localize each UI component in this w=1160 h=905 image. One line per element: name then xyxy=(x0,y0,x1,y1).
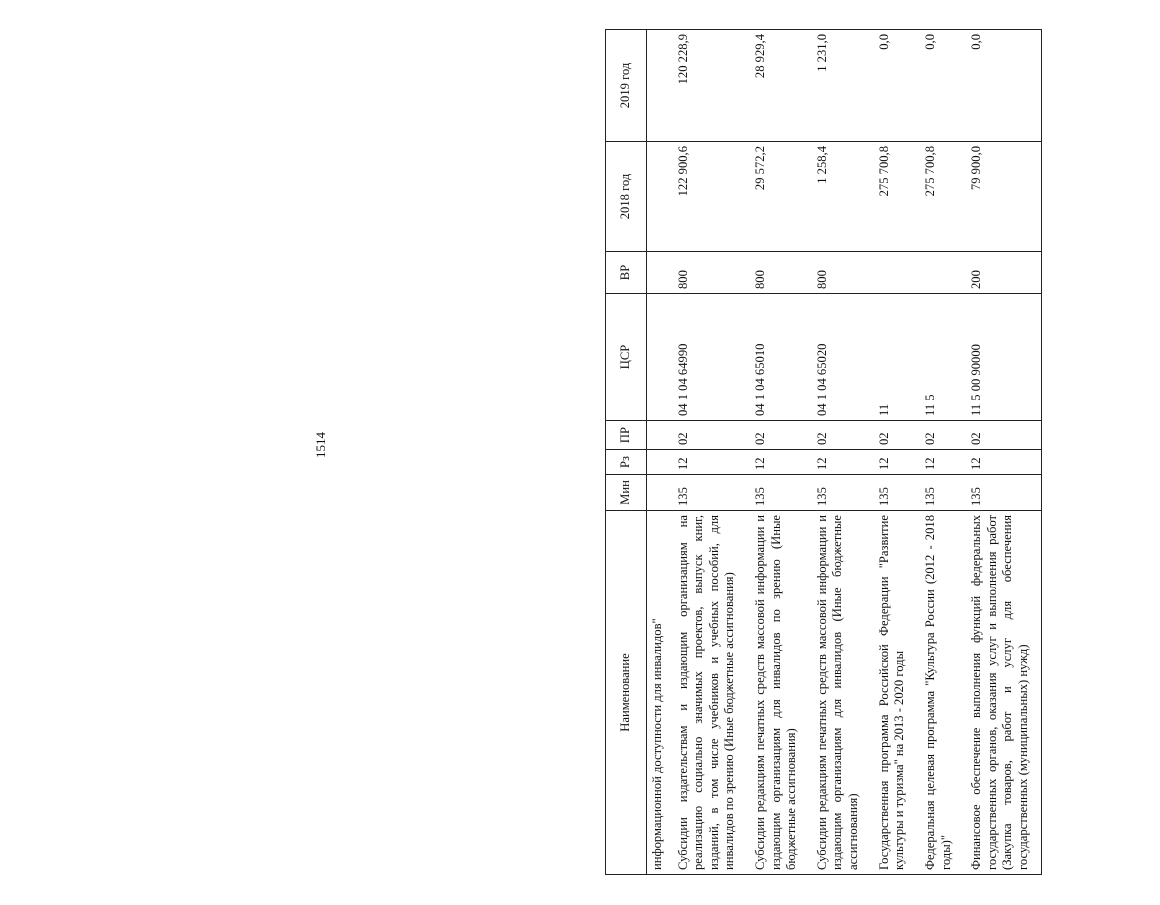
continuation-text: информационной доступности для инвалидов" xyxy=(647,511,670,875)
header-min: Мин xyxy=(606,475,647,511)
header-2018: 2018 год xyxy=(606,142,647,252)
row-min: 135 xyxy=(670,475,747,511)
row-vr: 200 xyxy=(963,252,1041,294)
row-2019: 0,0 xyxy=(871,30,917,142)
row-rz: 12 xyxy=(670,450,747,475)
row-min: 135 xyxy=(747,475,809,511)
row-pr: 02 xyxy=(963,421,1041,450)
row-csr: 04 1 04 65010 xyxy=(747,294,809,421)
row-csr: 11 5 00 90000 xyxy=(963,294,1041,421)
row-min: 135 xyxy=(917,475,963,511)
row-name: Федеральная целевая программа "Культура России (2012 - 2018 годы)" xyxy=(917,511,963,875)
row-vr xyxy=(871,252,917,294)
row-2018: 275 700,8 xyxy=(917,142,963,252)
row-2018: 122 900,6 xyxy=(670,142,747,252)
row-2018: 275 700,8 xyxy=(871,142,917,252)
row-2019: 120 228,9 xyxy=(670,30,747,142)
row-pr: 02 xyxy=(871,421,917,450)
row-vr: 800 xyxy=(747,252,809,294)
row-pr: 02 xyxy=(917,421,963,450)
header-row xyxy=(606,30,647,875)
row-min: 135 xyxy=(871,475,917,511)
row-vr: 800 xyxy=(809,252,871,294)
row-pr: 02 xyxy=(747,421,809,450)
continuation-row xyxy=(647,30,670,875)
row-name: Субсидии издательствам и издающим организациям на реализацию социально значимых проектов, выпуск книг, изданий, в том числе учебников и учебных пособий, для инвалидов по зрению (Иные бюджетные ассигнования) xyxy=(670,511,747,875)
table-row xyxy=(670,30,747,875)
row-vr xyxy=(917,252,963,294)
header-csr: ЦСР xyxy=(606,294,647,421)
row-vr: 800 xyxy=(670,252,747,294)
header-vr: ВР xyxy=(606,252,647,294)
page-number: 1514 xyxy=(313,432,328,458)
row-2019: 0,0 xyxy=(917,30,963,142)
table-row xyxy=(963,30,1041,875)
row-2019: 0,0 xyxy=(963,30,1041,142)
row-min: 135 xyxy=(963,475,1041,511)
rotated-table-container xyxy=(605,30,1160,875)
budget-table xyxy=(605,29,1042,875)
header-2019: 2019 год xyxy=(606,30,647,142)
row-2018: 29 572,2 xyxy=(747,142,809,252)
row-rz: 12 xyxy=(747,450,809,475)
row-csr: 04 1 04 64990 xyxy=(670,294,747,421)
row-pr: 02 xyxy=(809,421,871,450)
header-pr: ПР xyxy=(606,421,647,450)
row-name: Субсидии редакциям печатных средств массовой информации и издающим организациям для инвалидов по зрению (Иные бюджетные ассигнования) xyxy=(747,511,809,875)
row-rz: 12 xyxy=(963,450,1041,475)
row-rz: 12 xyxy=(917,450,963,475)
row-name: Государственная программа Российской Федерации "Развитие культуры и туризма" на 2013 - 2020 годы xyxy=(871,511,917,875)
row-min: 135 xyxy=(809,475,871,511)
row-pr: 02 xyxy=(670,421,747,450)
header-rz: Рз xyxy=(606,450,647,475)
row-2019: 28 929,4 xyxy=(747,30,809,142)
row-csr: 11 5 xyxy=(917,294,963,421)
row-2018: 1 258,4 xyxy=(809,142,871,252)
header-name: Наименование xyxy=(606,511,647,875)
row-name: Финансовое обеспечение выполнения функций федеральных государственных органов, оказания услуг и выполнения работ (Закупка товаров, работ и услуг для обеспечения государственных (муниципальных) нужд) xyxy=(963,511,1041,875)
table-row xyxy=(809,30,871,875)
table-row xyxy=(747,30,809,875)
row-2018: 79 900,0 xyxy=(963,142,1041,252)
row-csr: 11 xyxy=(871,294,917,421)
row-rz: 12 xyxy=(809,450,871,475)
row-rz: 12 xyxy=(871,450,917,475)
table-row xyxy=(917,30,963,875)
row-csr: 04 1 04 65020 xyxy=(809,294,871,421)
table-row xyxy=(871,30,917,875)
row-2019: 1 231,0 xyxy=(809,30,871,142)
row-name: Субсидии редакциям печатных средств массовой информации и издающим организациям для инвалидов (Иные бюджетные ассигнования) xyxy=(809,511,871,875)
